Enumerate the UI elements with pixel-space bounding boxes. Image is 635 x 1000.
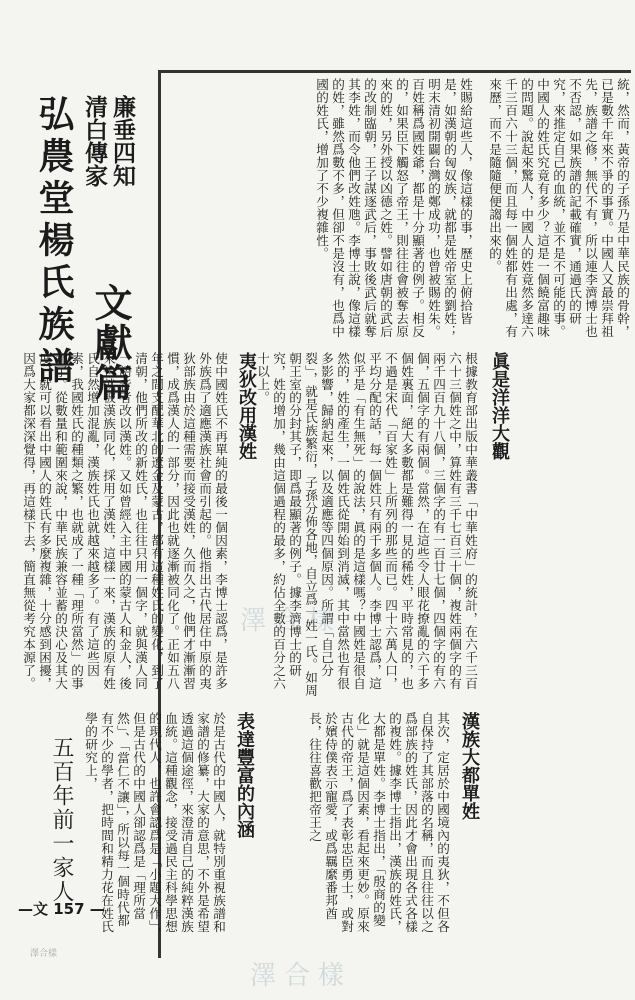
- column-bottom-left: 於是古代的中國人，就特別重視族譜和家譜的修纂，大家的意思，不外是希望透過這個途徑，來澄清自己的純粹漢族血統。這種觀念，接受過民主科學思想的現代人，也許會認爲是「小題大作」，但是古代的中國人卻認爲是「理所當然」、「當仁不讓」，所以每一個時代都有不少的學者，把時間和精力花在姓氏學的研究上，: [83, 712, 226, 940]
- heading-han-zu: 漢族大都單姓: [459, 712, 480, 820]
- heading-yi-di: 夷狄改用漢姓: [236, 352, 257, 460]
- side-author-line2: 清白傳家: [81, 95, 108, 187]
- archive-stamp: 澤合樣: [30, 949, 58, 959]
- side-section-title: 文獻篇: [88, 283, 133, 403]
- watermark: 澤合樣: [250, 961, 353, 991]
- watermark: 澤合樣: [240, 606, 343, 636]
- column-mid-right: 根據教育部出版中華叢書「中華姓府」的統計，在六千三百六十三個姓之中，算姓有三千七百三十個，複姓兩個字的有兩千四百九十八個，三個字的有一百廿七個，四個字的有六個，五個字的有兩個。當然，在這些令人眼花撩亂的六千多個姓裏面，絕大多數都是難得一見的稀姓，平時常見的，也不過是宋代「百家姓」上所列的那些而已。四十六萬人口，平均分配的話，每一個姓只有兩千多個人。李博士認爲，這似乎是「有生無死」的說法，眞的是這樣嗎？中國姓是很自然的，姓的產生，一個姓氏從開始到消滅，其中當然也有很多影響，歸納起來，以及適應等四個原因。所謂「自己分裂」，就是氏族繁衍，子孫分佈各地，自立爲一姓一氏。如周朝王室的分封其子，即爲最顯著的例子。據李濟博士的研究，姓的增加，幾由這個過程的最多，約佔全數的百分之六十以上。: [255, 352, 478, 697]
- column-bottom-right: 其次，定居於中國境內的夷狄，不但各自保持了其部落的名稱，而且往往以之爲部族的姓氏，因此才會出現各式各樣的複姓。據李博士指出，漢族的姓氏，大都是單姓。李博士指出，「殷商的變化」就是這個因素，看起來更妙。原來古代的帝王，爲了表彰忠臣勇士，或對於嬪侍僕表示寵愛，或爲羈縻番邦酋長，往往喜歡把帝王之: [307, 712, 450, 933]
- side-author-line1: 廉垂四知: [109, 95, 136, 187]
- column-mid-left: 使中國姓氏不再單純的最後一個因素，李博士認爲，是許多外族爲了適應漢族社會而引起的。他指出古代居住中原的夷狄部族由於這種需要而接受漢姓，久而久之，他們才漸漸習慣，成爲漢人的一部分，因此也就逐漸被同化了。正如五八年之間支配華北的遼金及蒙古，都有這種姓氏的變化，到了清朝，他們所改的新姓氏，也往往只用一個字，就與漢人同一語音者改以漢姓。又如曾經入主中國的蒙古人和金人，後來也就被漢族同化，採用了漢姓，這樣一來，漢族的原有姓氏自然增加混亂，漢族姓氏也就越來越多了。有了這些因素，我國姓氏的種類之繁，也就成了一種「理所當然」的事實了。從數量和範圍來說，中華民族兼容並蓄的決心及其大度，就可以看出中國人的姓氏有多麼複雜，十分感到困擾，因爲大家都深深覺得，再這樣下去，簡直無從考究本源了。: [21, 352, 228, 690]
- side-title: 弘農堂楊氏族譜: [33, 95, 75, 389]
- side-bottom-slogan: 五百年前一家人: [49, 736, 74, 904]
- heading-zhen-shi: 眞是洋洋大觀: [489, 352, 510, 460]
- page-number: —文 157 —: [18, 900, 105, 918]
- heading-biao-da: 表達豐富的內涵: [234, 712, 255, 838]
- column-top-left: 姓賜給這些人，像這樣的事，歷史上俯拾皆是，如漢朝的匈奴族，就都是姓帝室的劉姓；明末清初開闢台灣的鄭成功，也曾被賜姓朱。百姓稱爲國姓爺，都是十分顯著的例子。相反的，如果臣下觸怒了帝王，則往往會被奪去原來的姓，另外授以凶德之姓。譬如唐朝的武后的改制臨朝，王子謀逐武后，事敗後武后就奪其李姓，而令他們改姓虺。李博士說，像這樣的姓，雖然爲數不多，但卻不是沒有，也爲中國的姓氏，增加了不少複雜性。: [314, 78, 473, 338]
- column-top-right: 統，然而，黃帝的子孫乃是中華民族的骨幹，已是數千年來不爭的事實。中國人又最崇拜祖先，族譜之修，無代不有，所以連李濟博士也不否認，如果族譜的記載確實，通過氏的研究，來推定自己的血統，並不是不可能的事。中國人的姓氏究竟有多少？這是一個饒富趣味的問題。說起來驚人，中國人的姓竟然多達六千三百六十三個，而且每一個姓都有出處，有來歷，而不是隨隨便便謅出來的。: [487, 78, 630, 338]
- side-author-block: [82, 95, 134, 280]
